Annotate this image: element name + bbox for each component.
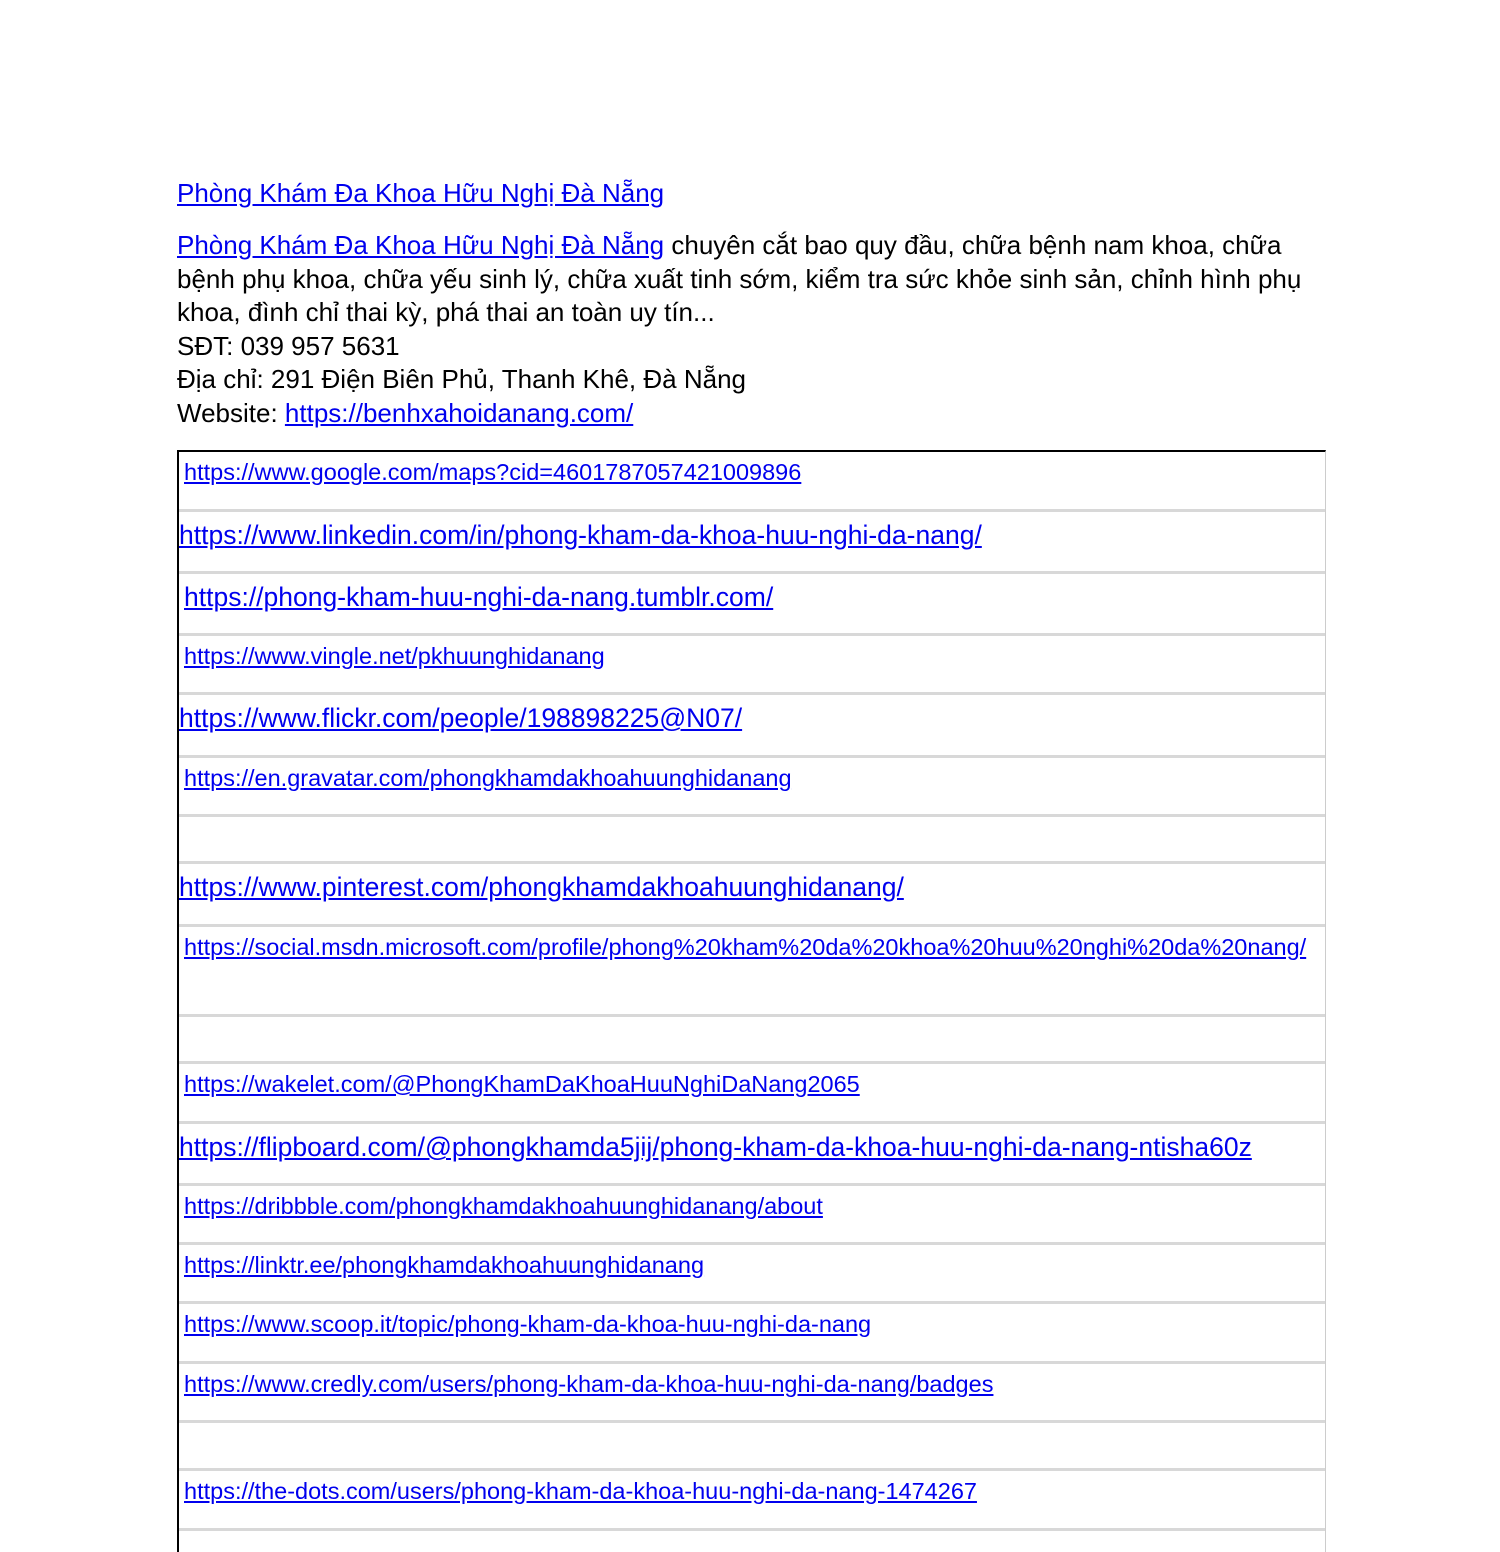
intro-paragraph: [177, 229, 1337, 430]
title-link[interactable]: Phòng Khám Đa Khoa Hữu Nghị Đà Nẵng: [177, 178, 665, 208]
description-text: chuyên cắt bao quy đầu, chữa bệnh nam khoa, chữa bệnh phụ khoa, chữa yếu sinh lý, chữa xuất tinh sớm, kiểm tra sức khỏe sinh sản, chỉnh hình phụ khoa, đình chỉ thai kỳ, phá thai an toàn uy tín...: [177, 230, 1302, 327]
table-row-empty: [179, 817, 1325, 864]
link-linkedin[interactable]: https://www.linkedin.com/in/phong-kham-da-khoa-huu-nghi-da-nang/: [179, 520, 982, 550]
table-row: [179, 864, 1325, 927]
links-table: [177, 450, 1326, 1552]
link-tumblr[interactable]: https://phong-kham-huu-nghi-da-nang.tumblr.com/: [184, 582, 774, 612]
link-gravatar[interactable]: https://en.gravatar.com/phongkhamdakhoahuunghidanang: [184, 765, 792, 791]
table-row: [179, 512, 1325, 574]
table-row-empty: [179, 1017, 1325, 1064]
link-msdn[interactable]: https://social.msdn.microsoft.com/profile/phong%20kham%20da%20khoa%20huu%20nghi%20da%20nang/: [184, 934, 1307, 960]
link-dribbble[interactable]: https://dribbble.com/phongkhamdakhoahuunghidanang/about: [184, 1193, 823, 1219]
phone: SĐT: 039 957 5631: [177, 330, 400, 361]
table-row: [179, 574, 1325, 636]
table-row: [179, 1364, 1325, 1423]
address: Địa chỉ: 291 Điện Biên Phủ, Thanh Khê, Đà Nẵng: [177, 364, 746, 394]
link-pinterest[interactable]: https://www.pinterest.com/phongkhamdakhoahuunghidanang/: [179, 872, 904, 902]
website-link[interactable]: https://benhxahoidanang.com/: [284, 397, 634, 428]
website: [177, 397, 1337, 431]
link-scoopit[interactable]: https://www.scoop.it/topic/phong-kham-da-khoa-huu-nghi-da-nang: [184, 1311, 872, 1337]
link-flickr[interactable]: https://www.flickr.com/people/198898225@N07/: [179, 703, 743, 733]
table-row: [179, 452, 1325, 512]
table-row: [179, 927, 1325, 1017]
table-row-empty: [179, 1423, 1325, 1471]
table-row: [179, 1471, 1325, 1531]
website-label: Website:: [177, 397, 285, 428]
description: [177, 229, 1337, 330]
table-row: [179, 1064, 1325, 1124]
link-vingle[interactable]: https://www.vingle.net/pkhuunghidanang: [184, 643, 605, 669]
table-row: [179, 636, 1325, 695]
table-row: [179, 758, 1325, 817]
link-linktree[interactable]: https://linktr.ee/phongkhamdakhoahuunghidanang: [184, 1252, 705, 1278]
link-credly[interactable]: https://www.credly.com/users/phong-kham-da-khoa-huu-nghi-da-nang/badges: [184, 1371, 994, 1397]
link-wakelet[interactable]: https://wakelet.com/@PhongKhamDaKhoaHuuNghiDaNang2065: [184, 1071, 860, 1097]
table-row: [179, 695, 1325, 758]
link-flipboard[interactable]: https://flipboard.com/@phongkhamda5jij/phong-kham-da-khoa-huu-nghi-da-nang-ntisha60z: [179, 1132, 1252, 1162]
link-the-dots[interactable]: https://the-dots.com/users/phong-kham-da-khoa-huu-nghi-da-nang-1474267: [184, 1478, 977, 1504]
table-row: [179, 1124, 1325, 1186]
table-row: [179, 1245, 1325, 1304]
link-google-maps[interactable]: https://www.google.com/maps?cid=4601787057421009896: [184, 459, 802, 485]
table-row: [179, 1304, 1325, 1364]
clinic-link[interactable]: Phòng Khám Đa Khoa Hữu Nghị Đà Nẵng: [177, 230, 665, 260]
table-row: [179, 1186, 1325, 1245]
page-title: [177, 176, 664, 210]
